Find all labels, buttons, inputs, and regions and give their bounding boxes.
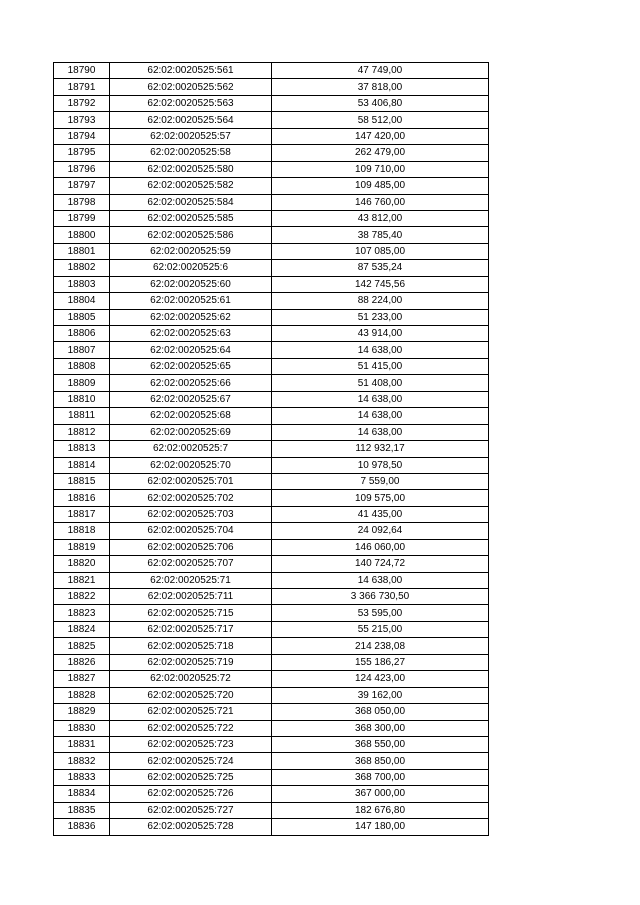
cadastral-number-cell: 62:02:0020525:719 [110, 654, 272, 670]
table-row [54, 786, 489, 802]
cadastral-number-cell: 62:02:0020525:61 [110, 293, 272, 309]
cadastral-number-cell: 62:02:0020525:564 [110, 112, 272, 128]
row-number-cell: 18815 [54, 473, 110, 489]
table-row [54, 375, 489, 391]
cadastral-value-cell: 368 050,00 [272, 704, 489, 720]
cadastral-number-cell: 62:02:0020525:715 [110, 605, 272, 621]
cadastral-value-cell: 109 710,00 [272, 161, 489, 177]
cadastral-value-cell: 37 818,00 [272, 79, 489, 95]
table-row [54, 293, 489, 309]
cadastral-value-cell: 147 420,00 [272, 128, 489, 144]
table-row [54, 490, 489, 506]
row-number-cell: 18821 [54, 572, 110, 588]
cadastral-value-cell: 107 085,00 [272, 243, 489, 259]
table-row [54, 654, 489, 670]
cadastral-number-cell: 62:02:0020525:720 [110, 687, 272, 703]
row-number-cell: 18818 [54, 523, 110, 539]
row-number-cell: 18827 [54, 671, 110, 687]
table-row [54, 638, 489, 654]
cadastral-value-cell: 51 415,00 [272, 358, 489, 374]
cadastral-number-cell: 62:02:0020525:722 [110, 720, 272, 736]
cadastral-number-cell: 62:02:0020525:67 [110, 391, 272, 407]
cadastral-value-cell: 262 479,00 [272, 145, 489, 161]
table-row [54, 589, 489, 605]
cadastral-value-cell: 24 092,64 [272, 523, 489, 539]
table-row [54, 408, 489, 424]
cadastral-value-cell: 368 550,00 [272, 736, 489, 752]
row-number-cell: 18804 [54, 293, 110, 309]
cadastral-number-cell: 62:02:0020525:64 [110, 342, 272, 358]
row-number-cell: 18834 [54, 786, 110, 802]
cadastral-value-cell: 14 638,00 [272, 342, 489, 358]
row-number-cell: 18809 [54, 375, 110, 391]
cadastral-value-cell: 140 724,72 [272, 556, 489, 572]
row-number-cell: 18820 [54, 556, 110, 572]
cadastral-number-cell: 62:02:0020525:726 [110, 786, 272, 802]
row-number-cell: 18790 [54, 63, 110, 79]
row-number-cell: 18791 [54, 79, 110, 95]
cadastral-number-cell: 62:02:0020525:718 [110, 638, 272, 654]
row-number-cell: 18794 [54, 128, 110, 144]
cadastral-number-cell: 62:02:0020525:7 [110, 441, 272, 457]
table-row [54, 309, 489, 325]
cadastral-value-cell: 43 812,00 [272, 210, 489, 226]
cadastral-value-cell: 182 676,80 [272, 802, 489, 818]
cadastral-number-cell: 62:02:0020525:65 [110, 358, 272, 374]
table-row [54, 95, 489, 111]
cadastral-number-cell: 62:02:0020525:561 [110, 63, 272, 79]
cadastral-value-cell: 51 233,00 [272, 309, 489, 325]
table-row [54, 736, 489, 752]
row-number-cell: 18805 [54, 309, 110, 325]
cadastral-value-cell: 368 850,00 [272, 753, 489, 769]
cadastral-number-cell: 62:02:0020525:711 [110, 589, 272, 605]
row-number-cell: 18806 [54, 326, 110, 342]
cadastral-number-cell: 62:02:0020525:72 [110, 671, 272, 687]
row-number-cell: 18798 [54, 194, 110, 210]
cadastral-number-cell: 62:02:0020525:57 [110, 128, 272, 144]
cadastral-value-cell: 3 366 730,50 [272, 589, 489, 605]
cadastral-value-cell: 368 700,00 [272, 769, 489, 785]
cadastral-value-cell: 146 060,00 [272, 539, 489, 555]
row-number-cell: 18833 [54, 769, 110, 785]
cadastral-value-cell: 155 186,27 [272, 654, 489, 670]
table-row [54, 63, 489, 79]
cadastral-value-cell: 38 785,40 [272, 227, 489, 243]
row-number-cell: 18830 [54, 720, 110, 736]
table-row [54, 358, 489, 374]
cadastral-number-cell: 62:02:0020525:704 [110, 523, 272, 539]
table-row [54, 128, 489, 144]
table-row [54, 79, 489, 95]
cadastral-value-cell: 146 760,00 [272, 194, 489, 210]
cadastral-number-cell: 62:02:0020525:727 [110, 802, 272, 818]
cadastral-value-cell: 214 238,08 [272, 638, 489, 654]
cadastral-number-cell: 62:02:0020525:582 [110, 178, 272, 194]
cadastral-number-cell: 62:02:0020525:701 [110, 473, 272, 489]
row-number-cell: 18810 [54, 391, 110, 407]
table-row [54, 473, 489, 489]
table-row [54, 556, 489, 572]
row-number-cell: 18814 [54, 457, 110, 473]
cadastral-value-cell: 58 512,00 [272, 112, 489, 128]
cadastral-value-cell: 88 224,00 [272, 293, 489, 309]
cadastral-number-cell: 62:02:0020525:562 [110, 79, 272, 95]
cadastral-number-cell: 62:02:0020525:702 [110, 490, 272, 506]
cadastral-value-cell: 53 595,00 [272, 605, 489, 621]
cadastral-value-cell: 41 435,00 [272, 506, 489, 522]
cadastral-number-cell: 62:02:0020525:70 [110, 457, 272, 473]
cadastral-value-cell: 47 749,00 [272, 63, 489, 79]
row-number-cell: 18828 [54, 687, 110, 703]
table-row [54, 769, 489, 785]
cadastral-value-cell: 147 180,00 [272, 819, 489, 835]
row-number-cell: 18823 [54, 605, 110, 621]
cadastral-value-cell: 112 932,17 [272, 441, 489, 457]
row-number-cell: 18796 [54, 161, 110, 177]
row-number-cell: 18824 [54, 621, 110, 637]
row-number-cell: 18803 [54, 276, 110, 292]
table-row [54, 539, 489, 555]
row-number-cell: 18797 [54, 178, 110, 194]
table-row [54, 260, 489, 276]
table-row [54, 227, 489, 243]
cadastral-value-cell: 109 575,00 [272, 490, 489, 506]
cadastral-value-cell: 51 408,00 [272, 375, 489, 391]
row-number-cell: 18819 [54, 539, 110, 555]
cadastral-number-cell: 62:02:0020525:66 [110, 375, 272, 391]
table-row [54, 178, 489, 194]
cadastral-number-cell: 62:02:0020525:580 [110, 161, 272, 177]
row-number-cell: 18826 [54, 654, 110, 670]
table-row [54, 342, 489, 358]
table-row [54, 704, 489, 720]
cadastral-number-cell: 62:02:0020525:63 [110, 326, 272, 342]
cadastral-value-cell: 109 485,00 [272, 178, 489, 194]
row-number-cell: 18817 [54, 506, 110, 522]
cadastral-value-cell: 14 638,00 [272, 391, 489, 407]
cadastral-number-cell: 62:02:0020525:724 [110, 753, 272, 769]
table-body [54, 63, 489, 836]
cadastral-number-cell: 62:02:0020525:725 [110, 769, 272, 785]
cadastral-number-cell: 62:02:0020525:728 [110, 819, 272, 835]
cadastral-value-cell: 55 215,00 [272, 621, 489, 637]
cadastral-number-cell: 62:02:0020525:717 [110, 621, 272, 637]
cadastral-number-cell: 62:02:0020525:721 [110, 704, 272, 720]
table-row [54, 210, 489, 226]
cadastral-number-cell: 62:02:0020525:69 [110, 424, 272, 440]
cadastral-value-cell: 14 638,00 [272, 408, 489, 424]
row-number-cell: 18822 [54, 589, 110, 605]
row-number-cell: 18825 [54, 638, 110, 654]
table-row [54, 621, 489, 637]
cadastral-value-cell: 87 535,24 [272, 260, 489, 276]
cadastral-number-cell: 62:02:0020525:563 [110, 95, 272, 111]
cadastral-number-cell: 62:02:0020525:58 [110, 145, 272, 161]
cadastral-number-cell: 62:02:0020525:707 [110, 556, 272, 572]
row-number-cell: 18831 [54, 736, 110, 752]
row-number-cell: 18816 [54, 490, 110, 506]
table-row [54, 457, 489, 473]
cadastral-value-cell: 39 162,00 [272, 687, 489, 703]
table-row [54, 441, 489, 457]
cadastral-value-cell: 10 978,50 [272, 457, 489, 473]
row-number-cell: 18836 [54, 819, 110, 835]
cadastral-value-cell: 368 300,00 [272, 720, 489, 736]
cadastral-number-cell: 62:02:0020525:723 [110, 736, 272, 752]
cadastral-value-cell: 14 638,00 [272, 572, 489, 588]
table-row [54, 243, 489, 259]
table-row [54, 194, 489, 210]
table-row [54, 671, 489, 687]
table-row [54, 276, 489, 292]
table-row [54, 506, 489, 522]
cadastral-number-cell: 62:02:0020525:703 [110, 506, 272, 522]
cadastral-number-cell: 62:02:0020525:706 [110, 539, 272, 555]
row-number-cell: 18795 [54, 145, 110, 161]
cadastral-number-cell: 62:02:0020525:586 [110, 227, 272, 243]
row-number-cell: 18800 [54, 227, 110, 243]
row-number-cell: 18835 [54, 802, 110, 818]
row-number-cell: 18811 [54, 408, 110, 424]
cadastral-value-cell: 7 559,00 [272, 473, 489, 489]
cadastral-number-cell: 62:02:0020525:68 [110, 408, 272, 424]
table-row [54, 112, 489, 128]
cadastral-value-cell: 367 000,00 [272, 786, 489, 802]
table-row [54, 572, 489, 588]
row-number-cell: 18801 [54, 243, 110, 259]
cadastral-number-cell: 62:02:0020525:62 [110, 309, 272, 325]
cadastral-number-cell: 62:02:0020525:584 [110, 194, 272, 210]
table-row [54, 145, 489, 161]
cadastral-number-cell: 62:02:0020525:60 [110, 276, 272, 292]
row-number-cell: 18799 [54, 210, 110, 226]
table-row [54, 523, 489, 539]
cadastral-number-cell: 62:02:0020525:585 [110, 210, 272, 226]
table-row [54, 424, 489, 440]
cadastral-value-cell: 14 638,00 [272, 424, 489, 440]
cadastral-value-cell: 142 745,56 [272, 276, 489, 292]
row-number-cell: 18808 [54, 358, 110, 374]
row-number-cell: 18802 [54, 260, 110, 276]
row-number-cell: 18807 [54, 342, 110, 358]
row-number-cell: 18792 [54, 95, 110, 111]
row-number-cell: 18793 [54, 112, 110, 128]
table-row [54, 720, 489, 736]
cadastral-value-cell: 43 914,00 [272, 326, 489, 342]
cadastral-value-cell: 124 423,00 [272, 671, 489, 687]
row-number-cell: 18813 [54, 441, 110, 457]
table-row [54, 819, 489, 835]
table-row [54, 391, 489, 407]
cadastral-value-table [53, 62, 489, 836]
table-row [54, 753, 489, 769]
table-row [54, 687, 489, 703]
row-number-cell: 18812 [54, 424, 110, 440]
table-row [54, 161, 489, 177]
cadastral-number-cell: 62:02:0020525:6 [110, 260, 272, 276]
cadastral-value-cell: 53 406,80 [272, 95, 489, 111]
cadastral-number-cell: 62:02:0020525:59 [110, 243, 272, 259]
row-number-cell: 18832 [54, 753, 110, 769]
table-row [54, 802, 489, 818]
table-row [54, 605, 489, 621]
row-number-cell: 18829 [54, 704, 110, 720]
table-row [54, 326, 489, 342]
cadastral-number-cell: 62:02:0020525:71 [110, 572, 272, 588]
